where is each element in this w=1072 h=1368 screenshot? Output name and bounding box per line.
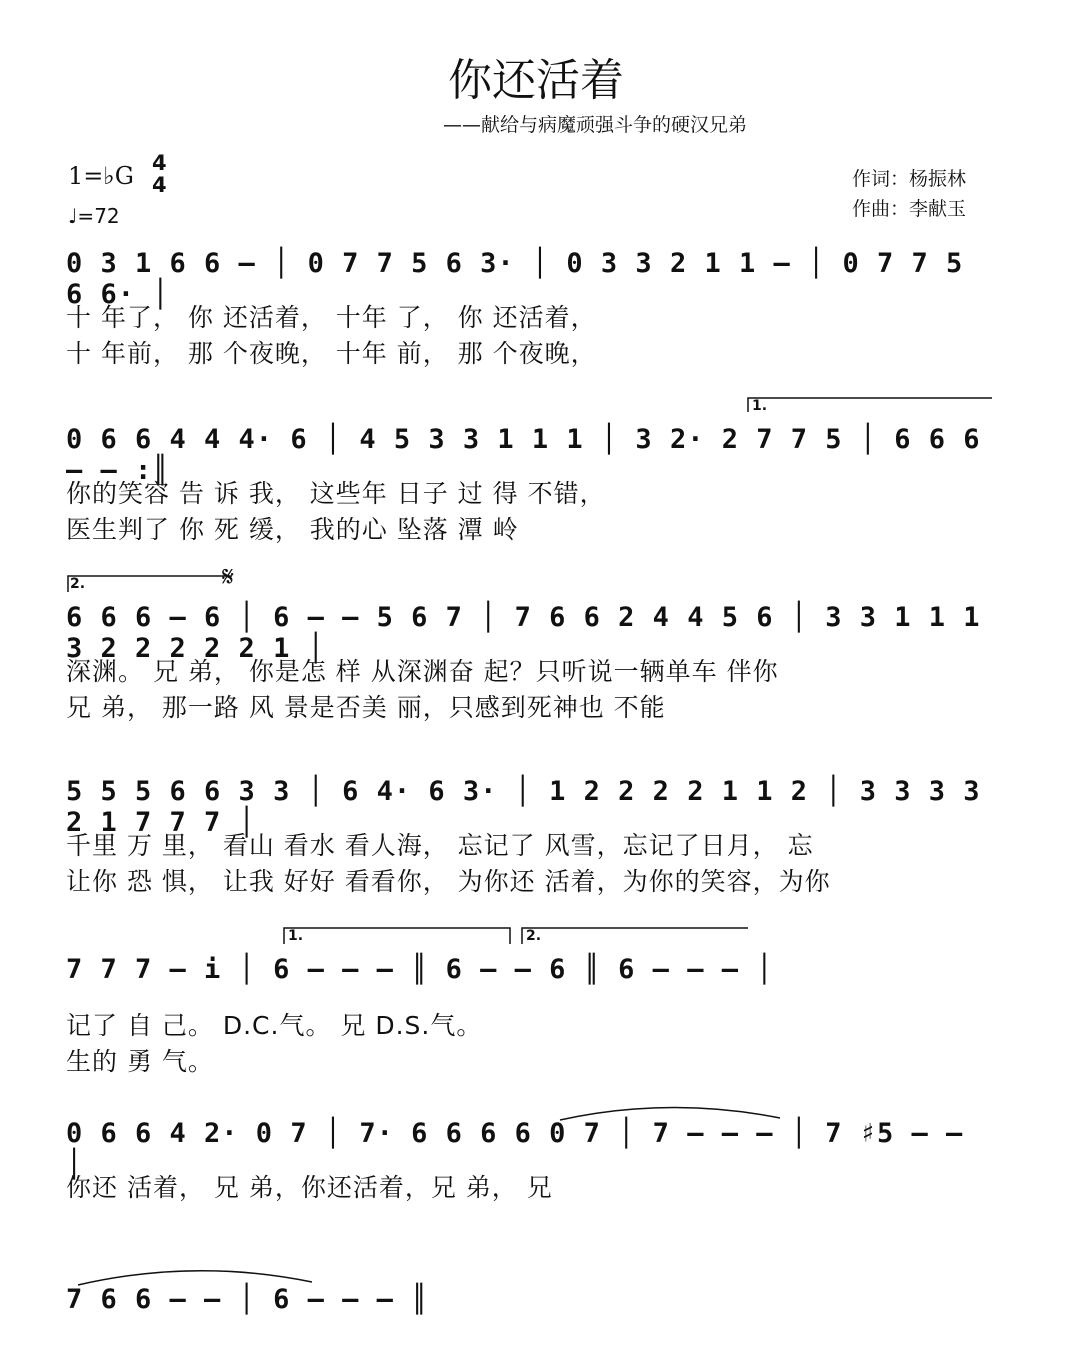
lyricist-credit: 作词：杨振林 [852, 168, 967, 190]
volta-label-4: 2. [526, 928, 542, 944]
notes-line-1: 0 3 1 6 6 – │ 0 7 7 5 6 3· │ 0 3 3 2 1 1 – │ 0 7 7 5 6 6· │ [66, 248, 964, 310]
tempo-mark: ♩=72 [68, 204, 120, 228]
lyric-line-5a: 记了 自 己。 D.C.气。 兄 D.S.气。 [66, 1011, 483, 1040]
lyric-line-1a: 十 年了， 你 还活着， 十年 了， 你 还活着， [66, 303, 597, 332]
song-title: 你还活着 [448, 55, 624, 106]
lyric-line-5b: 生的 勇 气。 [66, 1047, 214, 1076]
notes-line-3: 6 6 6 – 6 │ 6 – – 5 6 7 │ 7 6 6 2 4 4 5 6 │ 3 3 1 1 1 3 2 2 2 2 2 1 │ [66, 602, 981, 664]
volta-bracket-3 [284, 928, 510, 944]
lyric-line-3b: 兄 弟， 那一路 风 景是否美 丽，只感到死神也 不能 [66, 693, 666, 722]
lyric-line-3a: 深渊。 兄 弟， 你是怎 样 从深渊奋 起？只听说一辆单车 伴你 [66, 657, 779, 686]
meter-bottom: 4 [152, 173, 167, 197]
notes-line-6: 0 6 6 4 2· 0 7 │ 7· 6 6 6 6 0 7 │ 7 – – – │ 7 ♯5 – – │ [66, 1118, 964, 1180]
volta-label-3: 1. [288, 928, 304, 944]
lyric-line-6a: 你还 活着， 兄 弟，你还活着，兄 弟， 兄 [66, 1173, 553, 1202]
key-signature: 1=♭G [68, 162, 134, 190]
lyric-line-4a: 千里 万 里， 看山 看水 看人海， 忘记了 风雪，忘记了日月， 忘 [66, 831, 814, 860]
notes-line-5: 7 7 7 – i │ 6 – – – ║ 6 – – 6 ║ 6 – – – │ [66, 954, 774, 985]
volta-bracket-2 [68, 576, 232, 592]
song-subtitle: ——献给与病魔顽强斗争的硬汉兄弟 [443, 114, 748, 136]
volta-label-2: 2. [70, 576, 86, 592]
tie-arc-2 [78, 1271, 312, 1285]
meter-top: 4 [152, 151, 167, 175]
lyric-line-2a: 你的笑容 告 诉 我， 这些年 日子 过 得 不错， [66, 479, 606, 508]
volta-label-1: 1. [752, 398, 768, 414]
lyric-line-2b: 医生判了 你 死 缓， 我的心 坠落 潭 岭 [66, 515, 519, 544]
notes-line-7: 7 6 6 – – │ 6 – – – ║ [66, 1284, 429, 1315]
lyric-line-4b: 让你 恐 惧， 让我 好好 看看你， 为你还 活着，为你的笑容，为你 [66, 867, 831, 896]
composer-credit: 作曲：李献玉 [852, 198, 967, 220]
notes-line-4: 5 5 5 6 6 3 3 │ 6 4· 6 3· │ 1 2 2 2 2 1 1 2 │ 3 3 3 3 2 1 7 7 7 │ [66, 776, 981, 838]
notes-line-2: 0 6 6 4 4 4· 6 │ 4 5 3 3 1 1 1 │ 3 2· 2 7 7 5 │ 6 6 6 – – :║ [66, 424, 981, 486]
segno-sign: 𝄋 [222, 560, 235, 593]
volta-bracket-4 [522, 928, 748, 944]
lyric-line-1b: 十 年前， 那 个夜晚， 十年 前， 那 个夜晚， [66, 339, 597, 368]
volta-bracket-1 [748, 398, 992, 412]
